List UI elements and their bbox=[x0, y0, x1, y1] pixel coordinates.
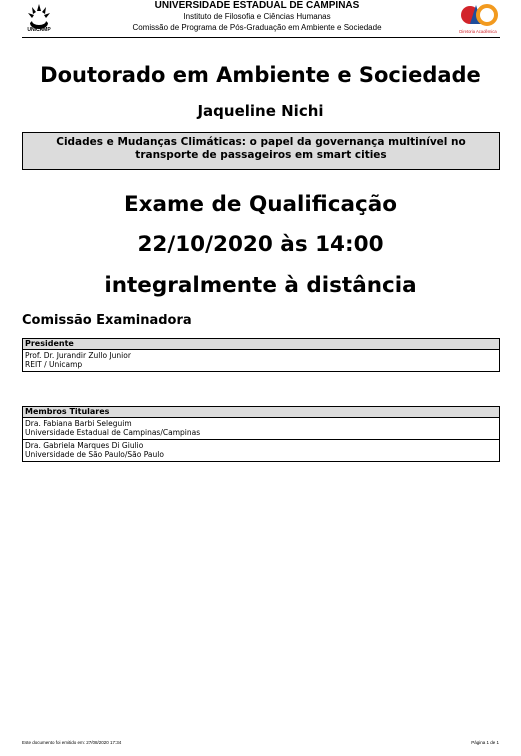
dac-logo-label: Diretoria Acadêmica bbox=[459, 29, 497, 34]
thesis-title: Cidades e Mudanças Climáticas: o papel da governança multinível no transporte de passageiros em smart cities bbox=[56, 136, 466, 161]
member-name: Dra. Gabriela Marques Di Giulio bbox=[25, 441, 144, 450]
header-text bbox=[62, 0, 452, 33]
exam-type: Exame de Qualificação bbox=[123, 192, 398, 217]
member-affiliation: Universidade Estadual de Campinas/Campinas bbox=[25, 428, 201, 437]
institute-name: Instituto de Filosofia e Ciências Humanas bbox=[183, 12, 331, 21]
thesis-title-box bbox=[22, 132, 500, 170]
member-affiliation: Universidade de São Paulo/São Paulo bbox=[25, 450, 164, 459]
president-group bbox=[22, 338, 500, 372]
member-name: Dra. Fabiana Barbi Seleguim bbox=[25, 419, 132, 428]
exam-datetime: 22/10/2020 às 14:00 bbox=[137, 232, 384, 257]
committee-heading: Comissão Examinadora bbox=[22, 313, 192, 328]
members-group bbox=[22, 406, 500, 462]
president-entry bbox=[22, 350, 500, 372]
program-title: Doutorado em Ambiente e Sociedade bbox=[40, 63, 481, 87]
member-entry bbox=[22, 440, 500, 462]
student-name: Jaqueline Nichi bbox=[197, 102, 324, 120]
exam-mode: integralmente à distância bbox=[104, 273, 417, 298]
member-affiliation: REIT / Unicamp bbox=[25, 360, 83, 369]
footer-issued: Este documento foi emitido em: 27/08/2020 17:34 bbox=[22, 740, 122, 745]
member-entry bbox=[22, 418, 500, 440]
university-name: UNIVERSIDADE ESTADUAL DE CAMPINAS bbox=[154, 0, 360, 11]
member-name: Prof. Dr. Jurandir Zullo Junior bbox=[25, 351, 131, 360]
dac-logo-icon bbox=[456, 2, 500, 36]
president-heading: Presidente bbox=[22, 338, 500, 350]
footer-page: Página 1 de 1 bbox=[471, 740, 499, 745]
unicamp-logo-label: UNICAMP bbox=[27, 27, 51, 33]
document-header bbox=[22, 0, 500, 38]
members-heading: Membros Titulares bbox=[22, 406, 500, 418]
commission-name: Comissão de Programa de Pós-Graduação em Ambiente e Sociedade bbox=[132, 23, 382, 32]
